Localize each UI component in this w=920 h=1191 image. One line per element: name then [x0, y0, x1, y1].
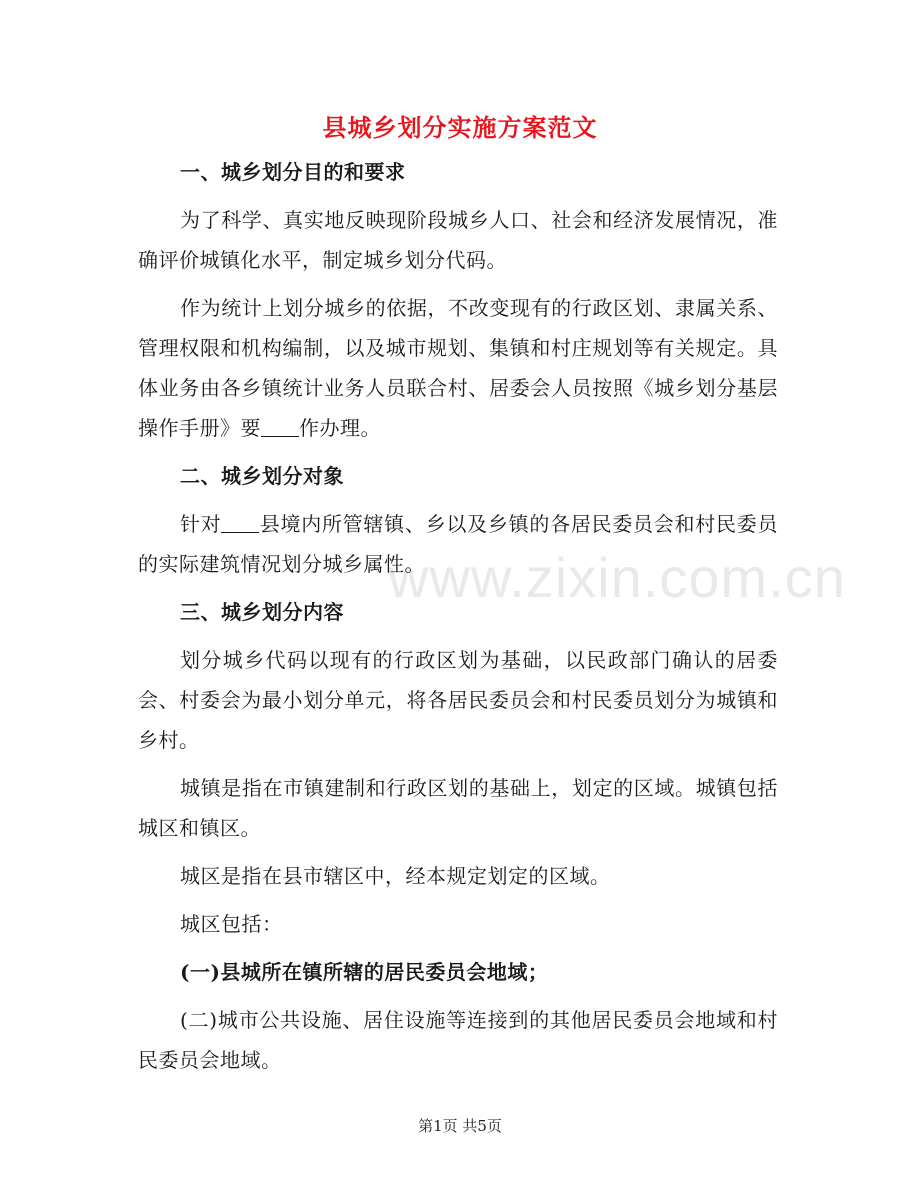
paragraph [138, 504, 778, 584]
blank-underline [221, 512, 259, 533]
paragraph-text: 作为统计上划分城乡的依据，不改变现有的行政区划、隶属关系、管理权限和机构编制，以及城市规划、集镇和村庄规划等有关规定。具体业务由各乡镇统计业务人员联合村、居委会人员按照《城乡划分基层操作手册》要 [138, 296, 778, 440]
section-heading-2: 二、城乡划分对象 [180, 464, 344, 488]
paragraph-text: 作办理。 [299, 416, 381, 440]
paragraph: 划分城乡代码以现有的行政区划为基础，以民政部门确认的居委会、村委会为最小划分单元，将各居民委员会和村民委员划分为城镇和乡村。 [138, 648, 778, 752]
document-title: 县城乡划分实施方案范文 [322, 113, 598, 142]
paragraph: 城镇是指在市镇建制和行政区划的基础上，划定的区域。城镇包括城区和镇区。 [138, 776, 778, 840]
paragraph: 城区包括： [180, 912, 283, 936]
watermark: www.zixin.com.cn [388, 546, 846, 609]
paragraph [138, 288, 778, 448]
list-item: (一)县城所在镇所辖的居民委员会地域； [180, 960, 549, 984]
paragraph-text: 县境内所管辖镇、乡以及乡镇的各居民委员会和村民委员的实际建筑情况划分城乡属性。 [138, 512, 779, 576]
page-footer: 第1页 共5页 [418, 1117, 502, 1135]
list-item: (二)城市公共设施、居住设施等连接到的其他居民委员会地域和村民委员会地域。 [138, 1008, 778, 1072]
document-body [138, 152, 778, 1088]
section-heading-3: 三、城乡划分内容 [180, 600, 344, 624]
blank-underline [261, 416, 299, 437]
section-heading-1: 一、城乡划分目的和要求 [180, 160, 406, 184]
paragraph: 城区是指在县市辖区中，经本规定划定的区域。 [180, 864, 611, 888]
paragraph: 为了科学、真实地反映现阶段城乡人口、社会和经济发展情况，准确评价城镇化水平，制定城乡划分代码。 [138, 208, 778, 272]
paragraph-text: 针对 [180, 512, 222, 536]
